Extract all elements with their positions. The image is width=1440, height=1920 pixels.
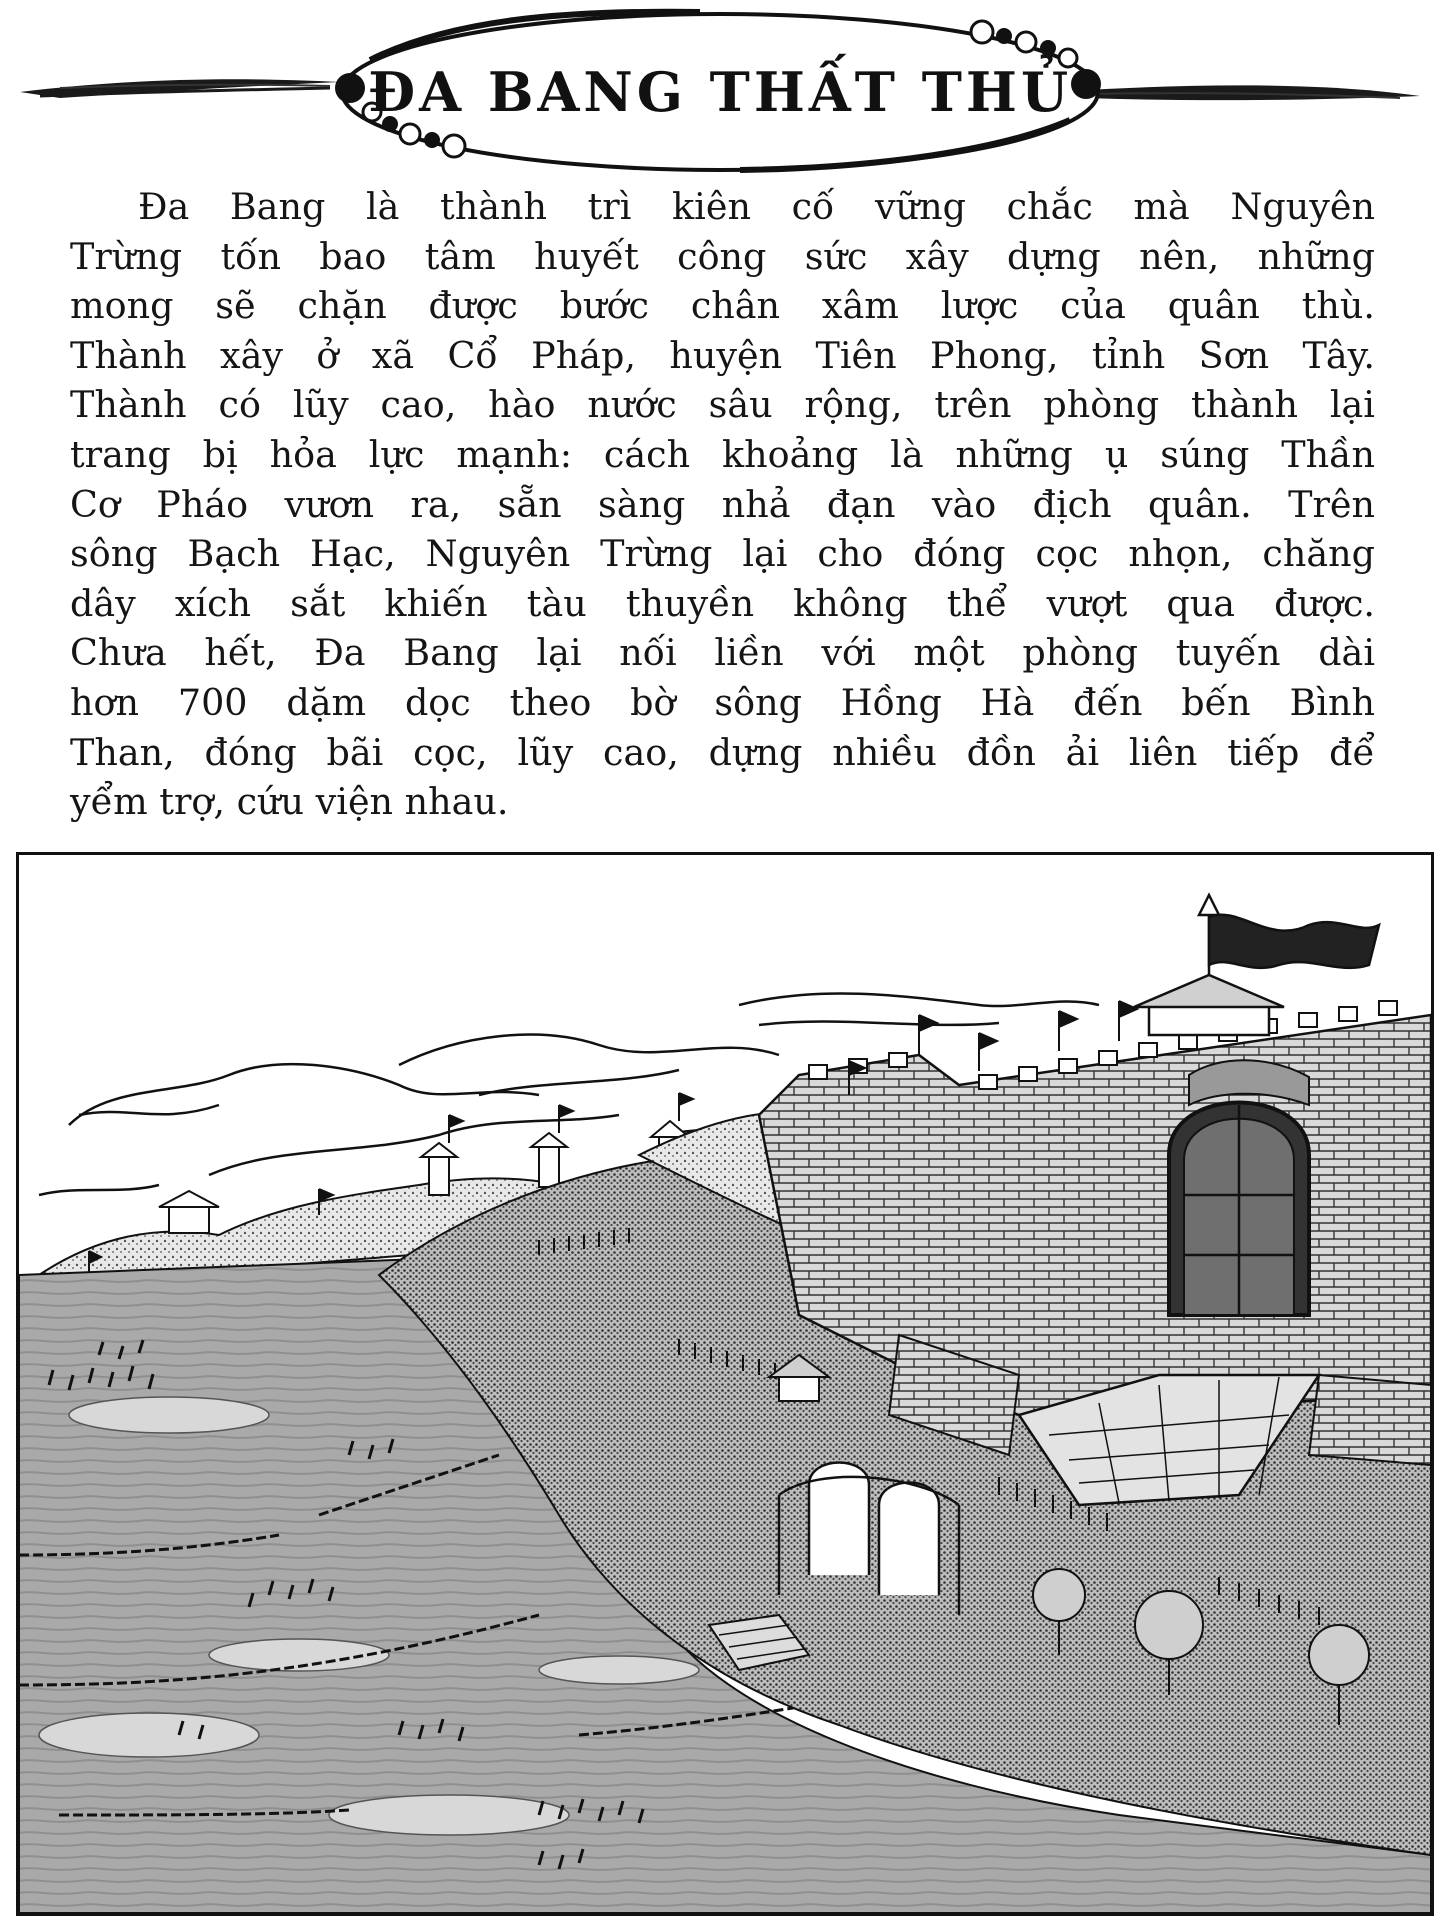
text-line: Than, đóng bãi cọc, lũy cao, dựng nhiều đồn ải liên tiếp để (70, 730, 1375, 774)
page-title: ĐA BANG THẤT THỦ (367, 60, 1073, 124)
text-line: Thành có lũy cao, hào nước sâu rộng, trên phòng thành lại (70, 383, 1375, 427)
text-line: Đa Bang là thành trì kiên cố vững chắc mà Nguyên (138, 185, 1375, 228)
text-line: trang bị hỏa lực mạnh: cách khoảng là những ụ súng Thần (70, 432, 1375, 476)
body-paragraph (70, 182, 1375, 827)
text-line: yểm trợ, cứu viện nhau. (70, 780, 509, 824)
fortress-river-drawing (19, 855, 1431, 1913)
fortress-illustration (16, 852, 1434, 1916)
text-line: Trừng tốn bao tâm huyết công sức xây dựng nên, những (70, 234, 1375, 278)
right-wall-segment (1309, 1375, 1431, 1465)
text-line: Thành xây ở xã Cổ Pháp, huyện Tiên Phong, tỉnh Sơn Tây. (70, 333, 1375, 377)
text-line: Chưa hết, Đa Bang lại nối liền với một phòng tuyến dài (70, 631, 1375, 675)
text-line: mong sẽ chặn được bước chân xâm lược của quân thù. (70, 284, 1375, 328)
text-line: Cơ Pháo vươn ra, sẵn sàng nhả đạn vào địch quân. Trên (70, 482, 1375, 526)
text-line: sông Bạch Hạc, Nguyên Trừng lại cho đóng cọc nhọn, chăng (70, 532, 1375, 576)
text-line: dây xích sắt khiến tàu thuyền không thể vượt qua được. (70, 581, 1375, 625)
text-line: hơn 700 dặm dọc theo bờ sông Hồng Hà đến bến Bình (70, 680, 1375, 724)
